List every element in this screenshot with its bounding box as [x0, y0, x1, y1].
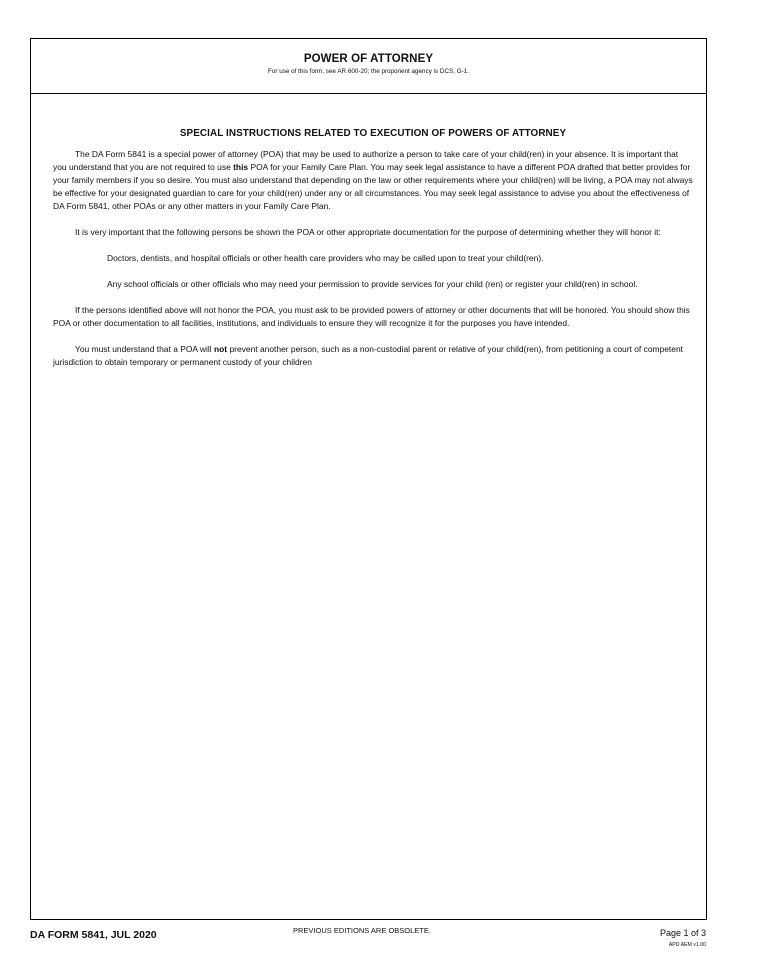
instructions-section [53, 127, 693, 369]
form-title: POWER OF ATTORNEY [303, 53, 434, 65]
footer-editions-note: PREVIOUS EDITIONS ARE OBSOLETE. [293, 926, 431, 935]
list-item-health-care: Doctors, dentists, and hospital officials or other health care providers who may be called upon to treat your child(ren). [107, 253, 544, 263]
list-item-school: Any school officials or other officials who may need your permission to provide services for your child (ren) or register your child(ren) in school. [107, 279, 638, 289]
paragraph-text: The DA Form 5841 is a special power of attorney (POA) that may be used to authorize a person to take care of your child(ren) in your absence. It is important that you understand that you are not required to use [53, 149, 679, 172]
emphasis-text: not [214, 344, 228, 354]
page-number: Page 1 of 3 [659, 928, 706, 938]
instructions-paragraph-3: If the persons identified above will not honor the POA, you must ask to be provided powers of attorney or other documents that will be honored. You should show this POA or other documentation to all facilities, institutions, and individuals to ensure they will recognize it for the purposes you have intended. [53, 305, 690, 328]
form-subtitle: For use of this form, see AR 600-20; the proponent agency is DCS, G-1. [268, 68, 469, 75]
section-heading: SPECIAL INSTRUCTIONS RELATED TO EXECUTION OF POWERS OF ATTORNEY [179, 128, 567, 139]
paragraph-text: You must understand that a POA will [75, 344, 214, 354]
instructions-paragraph-1 [53, 148, 693, 213]
instructions-paragraph-4 [53, 343, 693, 369]
form-frame [30, 38, 707, 920]
emphasis-text: this [233, 162, 249, 172]
instructions-paragraph-2: It is very important that the following persons be shown the POA or other appropriate documentation for the purpose of determining whether they will honor it: [75, 227, 661, 237]
paragraph-text: prevent another person, such as a non-custodial parent or relative of your child(ren), from petitioning a court of competent jurisdiction to obtain temporary or permanent custody of your children [53, 344, 683, 367]
form-header [31, 39, 706, 94]
paragraph-text: POA for your Family Care Plan. You may seek legal assistance to have a different POA drafted that better provides for your family members if you so desire. You must also understand that depending on the law or other requirements where your child(ren) will be living, a POA may not always be effective for your designated guardian to care for your child(ren) under any or all circumstances. You may seek legal assistance to advise you about the effectiveness of DA Form 5841, other POAs or any other matters in your Family Care Plan. [53, 162, 693, 211]
version-label: APD AEM v1.00 [668, 942, 706, 948]
footer-form-id: DA FORM 5841, JUL 2020 [30, 929, 157, 941]
